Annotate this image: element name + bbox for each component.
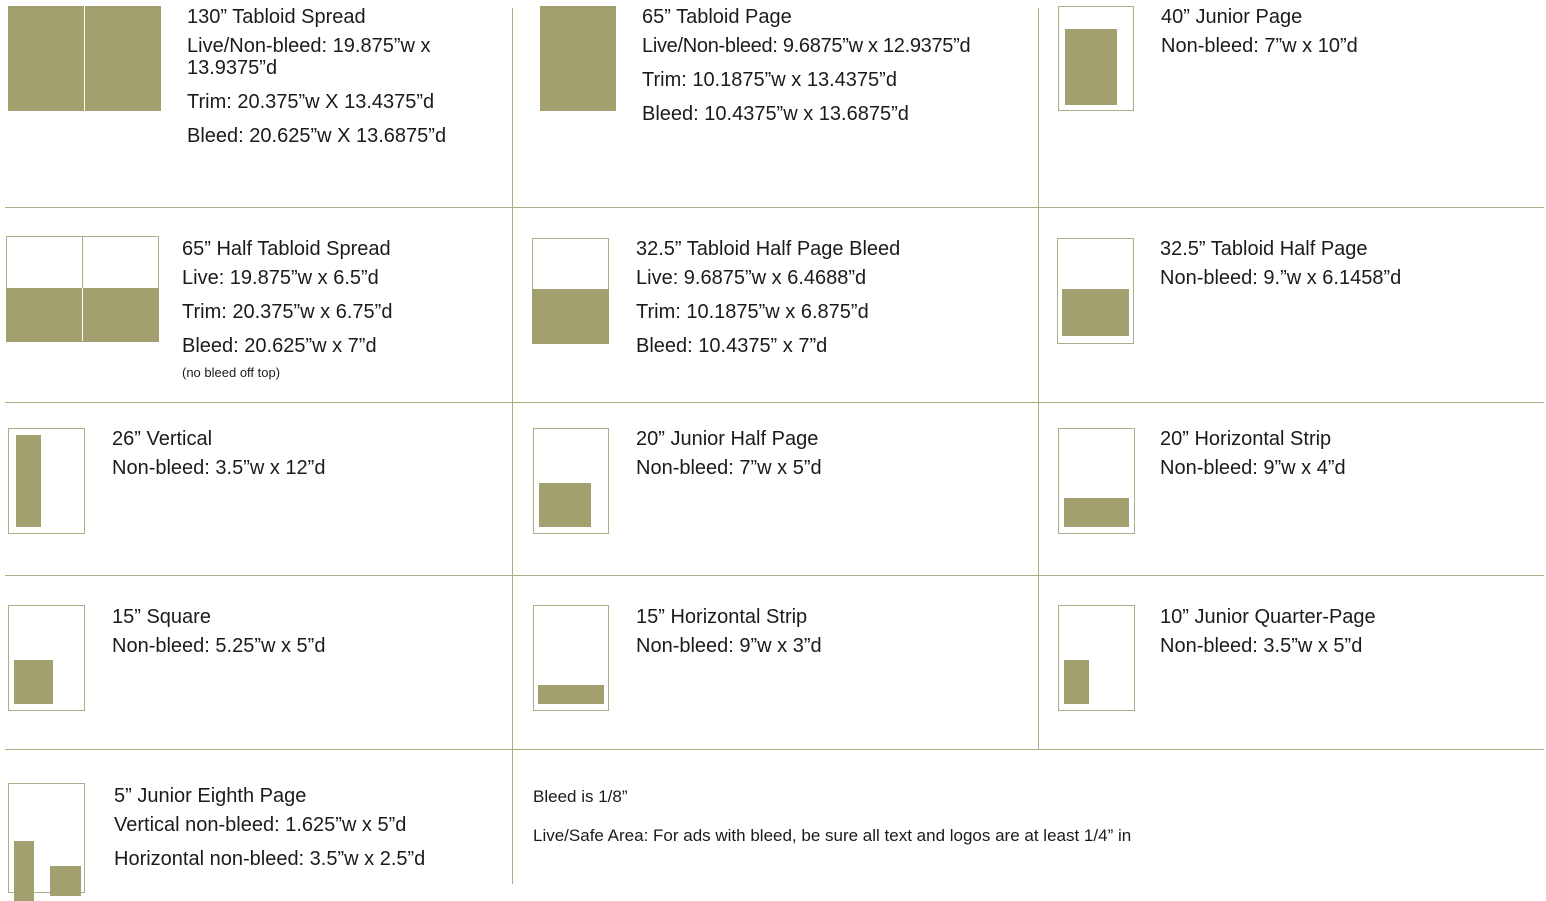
non-bleed-size: Non-bleed: 7”w x 10”d	[1161, 35, 1358, 57]
column-divider	[1038, 8, 1039, 749]
ad-area-horizontal	[50, 866, 81, 896]
ad-title: 32.5” Tabloid Half Page Bleed	[636, 238, 901, 260]
ad-title: 130” Tabloid Spread	[187, 6, 366, 28]
ad-details	[636, 606, 996, 669]
ad-thumbnail	[533, 605, 609, 711]
live-safe-area-note: Live/Safe Area: For ads with bleed, be sure all text and logos are at least 1/4” in	[533, 826, 1132, 845]
trim-size: Trim: 20.375”w X 13.4375”d	[187, 91, 435, 113]
non-bleed-size: Non-bleed: 3.5”w x 12”d	[112, 457, 326, 479]
row-divider	[5, 749, 1544, 750]
ad-details	[636, 428, 996, 491]
ad-thumbnail	[8, 6, 161, 111]
ad-area	[538, 685, 604, 704]
ad-thumbnail	[540, 6, 616, 111]
ad-thumbnail	[532, 238, 609, 344]
bleed-size: Bleed: 10.4375” x 7”d	[636, 335, 828, 357]
bleed-size: Bleed: 10.4375”w x 13.6875”d	[642, 103, 909, 125]
column-divider	[512, 8, 513, 884]
ad-thumbnail	[8, 605, 85, 711]
bleed-size: Bleed: 20.625”w X 13.6875”d	[187, 125, 447, 147]
ad-title: 40” Junior Page	[1161, 6, 1303, 28]
bleed-size: Bleed: 20.625”w x 7”d	[182, 335, 377, 357]
ad-thumbnail	[1058, 605, 1135, 711]
ad-details	[1160, 428, 1520, 491]
live-size: Live: 19.875”w x 6.5”d	[182, 267, 379, 289]
ad-area-vertical	[14, 841, 34, 901]
ad-area	[1064, 498, 1129, 527]
ad-title: 10” Junior Quarter-Page	[1160, 606, 1376, 628]
horizontal-size: Horizontal non-bleed: 3.5”w x 2.5”d	[114, 848, 426, 870]
ad-area	[1065, 29, 1117, 105]
ad-thumbnail	[8, 783, 85, 893]
ad-title: 65” Half Tabloid Spread	[182, 238, 391, 260]
ad-title: 20” Junior Half Page	[636, 428, 819, 450]
ad-area	[1062, 289, 1129, 336]
ad-title: 32.5” Tabloid Half Page	[1160, 238, 1368, 260]
ad-details	[1160, 238, 1520, 301]
ad-title: 15” Horizontal Strip	[636, 606, 808, 628]
ad-area	[14, 660, 53, 704]
ad-area	[532, 289, 609, 344]
non-bleed-size: Non-bleed: 5.25”w x 5”d	[112, 635, 326, 657]
page-fold	[84, 6, 85, 111]
page-fold	[82, 288, 83, 341]
trim-size: Trim: 10.1875”w x 6.875”d	[636, 301, 869, 323]
ad-thumbnail	[6, 236, 159, 342]
ad-details	[642, 6, 1022, 137]
ad-title: 15” Square	[112, 606, 211, 628]
non-bleed-size: Non-bleed: 3.5”w x 5”d	[1160, 635, 1363, 657]
ad-thumbnail	[1057, 238, 1134, 344]
ad-area	[539, 483, 591, 527]
live-size: Live/Non-bleed: 9.6875”w x 12.9375”d	[642, 35, 971, 57]
ad-details	[112, 428, 452, 491]
ad-thumbnail	[1058, 428, 1135, 534]
ad-details	[1161, 6, 1501, 69]
bleed-note: Bleed is 1/8”	[533, 787, 628, 806]
ad-title: 5” Junior Eighth Page	[114, 785, 307, 807]
vertical-size: Vertical non-bleed: 1.625”w x 5”d	[114, 814, 407, 836]
non-bleed-size: Non-bleed: 9”w x 3”d	[636, 635, 822, 657]
row-divider	[5, 207, 1544, 208]
ad-thumbnail	[533, 428, 609, 534]
row-divider	[5, 575, 1544, 576]
ad-details	[114, 785, 494, 882]
row-divider	[5, 402, 1544, 403]
ad-title: 65” Tabloid Page	[642, 6, 792, 28]
non-bleed-size: Non-bleed: 9”w x 4”d	[1160, 457, 1346, 479]
ad-details	[112, 606, 452, 669]
ad-area	[1064, 660, 1089, 704]
bleed-note: (no bleed off top)	[182, 365, 281, 380]
ad-thumbnail	[1058, 6, 1134, 111]
ad-details	[636, 238, 996, 369]
ad-details	[1160, 606, 1520, 669]
ad-area	[16, 435, 41, 527]
trim-size: Trim: 20.375”w x 6.75”d	[182, 301, 393, 323]
ad-title: 20” Horizontal Strip	[1160, 428, 1332, 450]
trim-size: Trim: 10.1875”w x 13.4375”d	[642, 69, 897, 91]
ad-area	[540, 6, 616, 111]
ad-details	[182, 238, 502, 380]
live-size: Live/Non-bleed: 19.875”w x 13.9375”d	[187, 35, 431, 79]
non-bleed-size: Non-bleed: 9.”w x 6.1458”d	[1160, 267, 1402, 289]
ad-details	[187, 6, 487, 159]
ad-thumbnail	[8, 428, 85, 534]
non-bleed-size: Non-bleed: 7”w x 5”d	[636, 457, 822, 479]
ad-title: 26” Vertical	[112, 428, 213, 450]
live-size: Live: 9.6875”w x 6.4688”d	[636, 267, 867, 289]
